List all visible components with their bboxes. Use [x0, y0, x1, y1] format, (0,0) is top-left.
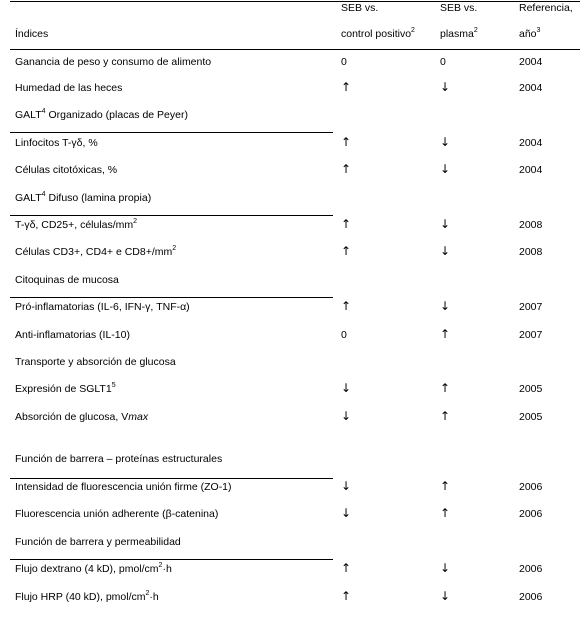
cell-year: 2007: [519, 329, 543, 341]
down-arrow-icon: ↓: [341, 409, 352, 423]
row-label: Células citotóxicas, %: [15, 164, 118, 176]
row-label: Intensidad de fluorescencia unión firme (ZO-1): [15, 481, 232, 493]
superscript: 2: [172, 244, 177, 252]
up-arrow-icon: ↑: [341, 589, 352, 603]
up-arrow-icon: ↑: [341, 561, 352, 575]
cell-year: 2004: [519, 56, 543, 68]
cell-year: 2008: [519, 219, 543, 231]
cell-seb-control: 0: [341, 329, 347, 341]
footnote-marker: 4: [41, 190, 46, 198]
row-label: Ganancia de peso y consumo de alimento: [15, 56, 212, 68]
header-rule: [10, 49, 580, 50]
header-referencia-line1: Referencia,: [519, 2, 573, 14]
superscript: 2: [145, 589, 150, 597]
header-seb-plasma-line1: SEB vs.: [440, 2, 478, 14]
row-label: [15, 246, 176, 259]
section-rule-barrera-proteinas: [10, 478, 333, 479]
cell-year: 2005: [519, 383, 543, 395]
cell-year: 2004: [519, 82, 543, 94]
cell-seb-plasma: 0: [440, 56, 446, 68]
down-arrow-icon: ↓: [440, 217, 451, 231]
up-arrow-icon: ↑: [341, 299, 352, 313]
down-arrow-icon: ↓: [440, 80, 451, 94]
row-label: Anti-inflamatorias (IL-10): [15, 329, 130, 341]
section-text: GALT: [15, 192, 42, 204]
cell-year: 2007: [519, 301, 543, 313]
row-label-text: ·h: [162, 563, 172, 575]
row-label: [15, 383, 116, 396]
cell-year: 2004: [519, 164, 543, 176]
footnote-marker: 5: [111, 381, 116, 389]
footnote-marker: 2: [411, 26, 415, 34]
down-arrow-icon: ↓: [341, 479, 352, 493]
cell-year: 2006: [519, 563, 543, 575]
row-label-text: Flujo dextrano (4 kD), pmol/cm: [15, 563, 159, 575]
row-label: [15, 219, 137, 232]
row-label-italic: max: [128, 411, 149, 423]
up-arrow-icon: ↑: [440, 506, 451, 520]
row-label: Linfocitos T-γδ, %: [15, 137, 98, 149]
cell-seb-control: 0: [341, 56, 347, 68]
up-arrow-icon: ↑: [341, 135, 352, 149]
section-heading-galt-organizado: [15, 109, 188, 122]
header-indices: Índices: [15, 28, 49, 40]
top-rule: [10, 1, 580, 2]
down-arrow-icon: ↓: [440, 135, 451, 149]
row-label-text: T-γδ, CD25+, células/mm: [15, 219, 134, 231]
footnote-marker: 2: [473, 26, 478, 34]
footnote-marker: 4: [41, 107, 46, 115]
down-arrow-icon: ↓: [440, 561, 451, 575]
row-label-text: Expresión de SGLT1: [15, 383, 112, 395]
superscript: 2: [133, 217, 138, 225]
up-arrow-icon: ↑: [341, 217, 352, 231]
down-arrow-icon: ↓: [440, 244, 451, 258]
cell-year: 2004: [519, 137, 543, 149]
up-arrow-icon: ↑: [341, 162, 352, 176]
row-label-text: Flujo HRP (40 kD), pmol/cm: [15, 591, 146, 603]
down-arrow-icon: ↓: [341, 506, 352, 520]
row-label: Humedad de las heces: [15, 82, 123, 94]
row-label: Fluorescencia unión adherente (β-catenina): [15, 508, 219, 520]
section-text: Difuso (lamina propia): [45, 192, 152, 204]
row-label-text: Células CD3+, CD4+ e CD8+/mm: [15, 246, 173, 258]
cell-year: 2005: [519, 411, 543, 423]
section-heading-barrera-permeabilidad: Función de barrera y permeabilidad: [15, 536, 181, 548]
up-arrow-icon: ↑: [440, 409, 451, 423]
section-heading-barrera-proteinas: Función de barrera – proteínas estructurales: [15, 453, 223, 465]
superscript: 2: [158, 561, 163, 569]
up-arrow-icon: ↑: [341, 80, 352, 94]
section-rule-citoquinas: [10, 297, 333, 298]
section-text: GALT: [15, 109, 42, 121]
section-heading-glucosa: Transporte y absorción de glucosa: [15, 356, 176, 368]
footnote-marker: 3: [536, 26, 541, 34]
down-arrow-icon: ↓: [440, 589, 451, 603]
row-label: [15, 591, 159, 604]
cell-year: 2006: [519, 508, 543, 520]
row-label-text: Absorción de glucosa, V: [15, 411, 129, 423]
section-heading-citoquinas: Citoquinas de mucosa: [15, 274, 119, 286]
header-seb-control-line1: SEB vs.: [341, 2, 379, 14]
down-arrow-icon: ↓: [341, 381, 352, 395]
cell-year: 2006: [519, 481, 543, 493]
row-label-text: ·h: [149, 591, 159, 603]
row-label: Pró-inflamatorias (IL-6, IFN-γ, TNF-α): [15, 301, 190, 313]
cell-year: 2008: [519, 246, 543, 258]
section-text: Organizado (placas de Peyer): [45, 109, 188, 121]
section-rule-barrera-permeabilidad: [10, 559, 333, 560]
section-rule-galt-organizado: [10, 132, 333, 133]
header-seb-plasma-text: plasma: [440, 28, 474, 40]
cell-year: 2006: [519, 591, 543, 603]
row-label: [15, 563, 172, 576]
header-seb-control-text: control positivo: [341, 28, 412, 40]
header-referencia-text: año: [519, 28, 537, 40]
section-heading-galt-difuso: [15, 192, 151, 205]
header-seb-plasma-line2: [440, 28, 478, 41]
header-referencia-line2: [519, 28, 540, 41]
header-seb-control-line2: [341, 28, 415, 41]
row-label: [15, 411, 148, 424]
down-arrow-icon: ↓: [440, 162, 451, 176]
up-arrow-icon: ↑: [341, 244, 352, 258]
up-arrow-icon: ↑: [440, 381, 451, 395]
up-arrow-icon: ↑: [440, 479, 451, 493]
section-rule-galt-difuso: [10, 215, 333, 216]
up-arrow-icon: ↑: [440, 327, 451, 341]
down-arrow-icon: ↓: [440, 299, 451, 313]
